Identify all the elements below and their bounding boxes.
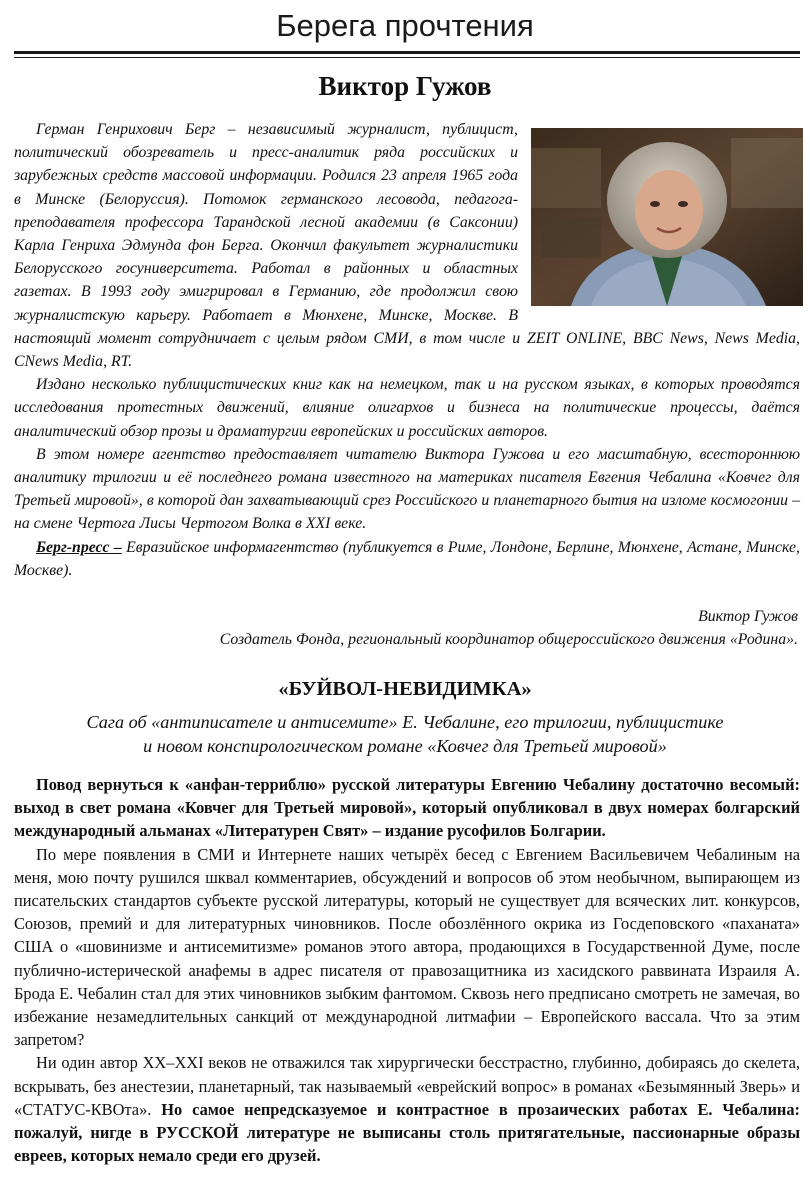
intro-paragraph-3: В этом номере агентство предоставляет читателю Виктора Гужова и его масштабную, всестороннюю аналитику трилогии и её последнего романа известного на материках писателя Евгения Чебалина «Ковчег для Третьей мировой», в которой дан захватывающий срез Российского и планетарного бытия на изломе космогонии – на смене Чертога Лисы Чертогом Волка в XXI веке. bbox=[14, 445, 800, 533]
body-paragraph-2: По мере появления в СМИ и Интернете наших четырёх бесед с Евгением Васильевичем Чебалиным на меня, мою почту рушился шквал комментариев, обсуждений и вопросов об этом необычном, выпирающем из писательских стандартов субъекте русской литературы, который не существует для всяческих лит. конкурсов, Союзов, премий и для литературных чиновников. После обозлённого окрика из Госдеповского «паханата» США о «шовинизме и антисемитизме» романов этого автора, продающихся в Государственной Думе, после публично-истерической анафемы в адрес писателя от правозащитника из хасидского раввината Израиля А. Брода Е. Чебалин стал для этих чиновников зыбким фантомом. Сквозь него предписано смотреть не замечая, во избежание незамедлительных санкций от международной литмафии – Европейского вассала. Что за этим запретом? bbox=[14, 844, 800, 1050]
author-heading: Виктор Гужов bbox=[318, 71, 492, 101]
section-subtitle-line-2: и новом конспирологическом романе «Ковчег для Третьей мировой» bbox=[143, 736, 667, 756]
photo-float-space bbox=[518, 118, 800, 304]
body-paragraph-3-bold: Но самое непредсказуемое и контрастное в прозаических работах Е. Чебалина: пожалуй, нигде в РУССКОЙ литературе не выписаны столь притягательные, пассионарные образы евреев, которых немало среди его друзей. bbox=[14, 1099, 800, 1166]
body-paragraph-3-regular: Ни один автор XX–XXI веков не отважился так хирургически бесстрастно, глубинно, добираясь до скелета, вскрывать, без анестезии, планетарный, так называемый «еврейский вопрос» в романах «Безымянный Зверь» и «СТАТУС-КВОта». bbox=[14, 1053, 800, 1119]
body-paragraph-3 bbox=[14, 1051, 800, 1167]
berg-press-label: Берг-пресс – bbox=[36, 538, 122, 556]
signature-role: Создатель Фонда, региональный координатор общероссийского движения «Родина». bbox=[219, 631, 798, 648]
intro-paragraph-1: Герман Генрихович Берг – независимый журналист, публицист, политический обозреватель и пресс-аналитик ряда российских и зарубежных средств массовой информации. Родился 23 апреля 1965 года в Минске (Белоруссия). Потомок германского лесовода, педагога-преподавателя профессора Тарандской лесной академии (в Саксонии) Карла Генриха Эдмунда фон Берга. Окончил факультет журналистики Белорусского госуниверситета. Работал в районных и областных газетах. В 1993 году эмигрировал в Германию, где продолжил свою журналистскую карьеру. Работает в Мюнхене, Минске, Москве. В настоящий момент сотрудничает с целым рядом СМИ, в том числе и ZEIT ONLINE, BBC News, News Media, CNews Media, RT. bbox=[14, 121, 800, 371]
section-header: Берега прочтения bbox=[276, 8, 534, 43]
berg-press-description: Евразийское информагентство (публикуется в Риме, Лондоне, Берлине, Мюнхене, Астане, Минске, Москве). bbox=[14, 538, 800, 579]
header-rule-thin bbox=[14, 57, 800, 58]
section-subtitle-line-1: Сага об «антиписателе и антисемите» Е. Чебалине, его трилогии, публицистике bbox=[86, 712, 724, 732]
header-rule-thick bbox=[14, 51, 800, 54]
signature-name: Виктор Гужов bbox=[698, 608, 798, 625]
intro-text bbox=[14, 118, 800, 582]
intro-paragraph-4 bbox=[14, 536, 800, 582]
intro-paragraph-2: Издано несколько публицистических книг как на немецком, так и на русском языках, в которых проводятся исследования протестных движений, влияние олигархов и бизнеса на политические процессы, даётся аналитический обзор прозы и драматургии европейских и российских авторов. bbox=[14, 376, 800, 440]
section-title: «БУЙВОЛ-НЕВИДИМКА» bbox=[278, 678, 532, 700]
section-subtitle bbox=[40, 710, 770, 758]
signature-block bbox=[98, 605, 798, 651]
body-paragraph-1: Повод вернуться к «анфан-терриблю» русской литературы Евгению Чебалину достаточно весомый: выход в свет романа «Ковчег для Третьей мировой», который опубликовал в двух номерах болгарский международный альманах «Литературен Свят» – издание русофилов Болгарии. bbox=[14, 775, 800, 841]
article-body bbox=[14, 773, 800, 1167]
